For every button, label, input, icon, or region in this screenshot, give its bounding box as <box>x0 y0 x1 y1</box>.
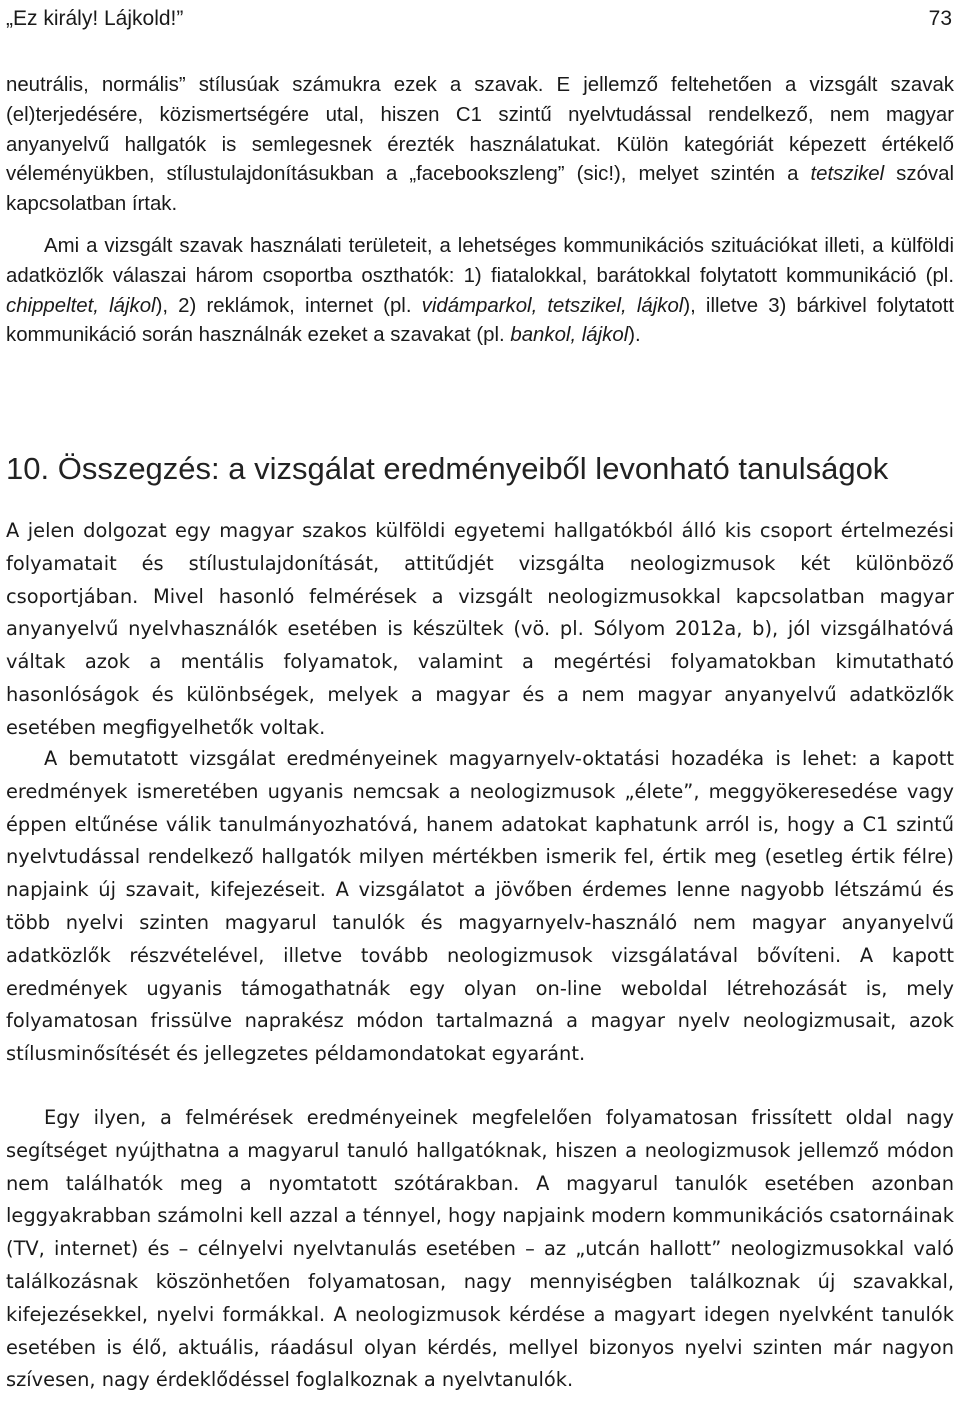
text-run: A bemutatott vizsgálat eredményeinek magyarnyelv-oktatási hozadéka is lehet: a kapott eredmények ismeretében ugyanis nemcsak a neologizmusok „élete”, meggyökeresedése vagy éppen eltűnése válik tanulmányozhatóvá, hanem adatokat kaphatunk arról is, hogy a C1 szintű nyelvtudással rendelkező hallgatók milyen mértékben ismerik fel, értik meg (esetleg értik félre) napjaink új szavait, kifejezéseit. A vizsgálatot a jövőben érdemes lenne nagyobb létszámú és több nyelvi szinten magyarul tanulók és magyarnyelv-használó nem magyar anyanyelvű adatközlők részvételével, illetve tovább neologizmusok vizsgálatával bővíteni. A kapott eredmények ugyanis támogathatnák egy olyan on-line weboldal létrehozását is, mely folyamatosan frissülve naprakész módon tartalmazná a magyar nyelv neologizmusait, azok stílusminősítését és jellegzetes példamondatokat egyaránt. <box>6 747 954 1066</box>
italic-term: bankol, lájkol <box>510 324 629 347</box>
text-run: neutrális, normális” stílusúak számukra ezek a szavak. E jellemző feltehetően a vizsgált szavak (el)terjedésére, közismertségére utal, hiszen C1 szintű nyelvtudással rendelkező, nem magyar anyanyelvű hallgatók is semlegesnek érezték használatukat. Külön kategóriát képezett értékelő véleményükben, stílustulajdonításukban a „facebookszleng” (sic!), melyet szintén a <box>6 74 954 186</box>
italic-term: chippeltet, lájkol <box>6 294 156 317</box>
text-run: Egy ilyen, a felmérések eredményeinek megfelelően folyamatosan frissített oldal nagy segítséget nyújthatna a magyarul tanuló hallgatóknak, hiszen a neologizmusok jellemző módon nem találhatók meg a nyomtatott szótárakban. A magyarul tanulók esetében azonban leggyakrabban számolni kell azzal a ténnyel, hogy napjaink modern kommunikációs csatornáinak (TV, internet) és – célnyelvi nyelvtanulás esetében – az „utcán hallott” neologizmusokkal való találkozásnak köszönhetően folyamatosan, nagy mennyiségben találkoznak új szavakkal, kifejezésekkel, nyelvi formákkal. A neologizmusok kérdése a magyart idegen nyelvként tanulók esetében is élő, aktuális, ráadásul olyan kérdés, mellyel bizonyos nyelvi szinten már nagyon szívesen, nagy érdeklődéssel foglalkoznak a nyelvtanulók. <box>6 1106 954 1392</box>
text-run: Ami a vizsgált szavak használati területeit, a lehetséges kommunikációs szituációkat illeti, a külföldi adatközlők válaszai három csoportba oszthatók: 1) fiatalokkal, barátokkal folytatott kommunikáció (pl. <box>6 235 954 287</box>
italic-term: vidámparkol, tetszikel, lájkol <box>421 294 684 317</box>
text-run: ). <box>628 324 641 347</box>
paragraph <box>6 743 954 1071</box>
running-title: „Ez király! Lájkold!” <box>6 7 184 30</box>
italic-term: tetszikel <box>810 163 885 186</box>
text-run: ), 2) reklámok, internet (pl. <box>155 294 422 317</box>
section-heading: 10. Összegzés: a vizsgálat eredményeiből levonható tanulságok <box>6 451 889 486</box>
paragraph <box>6 71 954 220</box>
paragraph <box>6 1102 954 1397</box>
paragraph <box>6 232 954 351</box>
text-run: A jelen dolgozat egy magyar szakos külföldi egyetemi hallgatókból álló kis csoport értelmezési folyamatait és stílustulajdonítását, attitűdjét vizsgálta neologizmusok két különböző csoportjában. Mivel hasonló felmérések a vizsgált neologizmusokkal kapcsolatban magyar anyanyelvű nyelvhasználók esetében is készültek (vö. pl. Sólyom 2012a, b), jól vizsgálhatóvá váltak azok a mentális folyamatok, valamint a megértési folyamatokban kimutatható hasonlóságok és különbségek, melyek a magyar és a nem magyar anyanyelvű adatközlők esetében megfigyelhetők voltak. <box>6 519 954 739</box>
text-run: ), illetve 3) bárkivel folytatott kommunikáció során használnák ezeket a szavakat (pl. <box>6 294 954 347</box>
page-number: 73 <box>928 7 952 30</box>
running-header <box>6 2 952 36</box>
paragraph <box>6 515 954 745</box>
text-run: szóval kapcsolatban írtak. <box>6 163 954 216</box>
